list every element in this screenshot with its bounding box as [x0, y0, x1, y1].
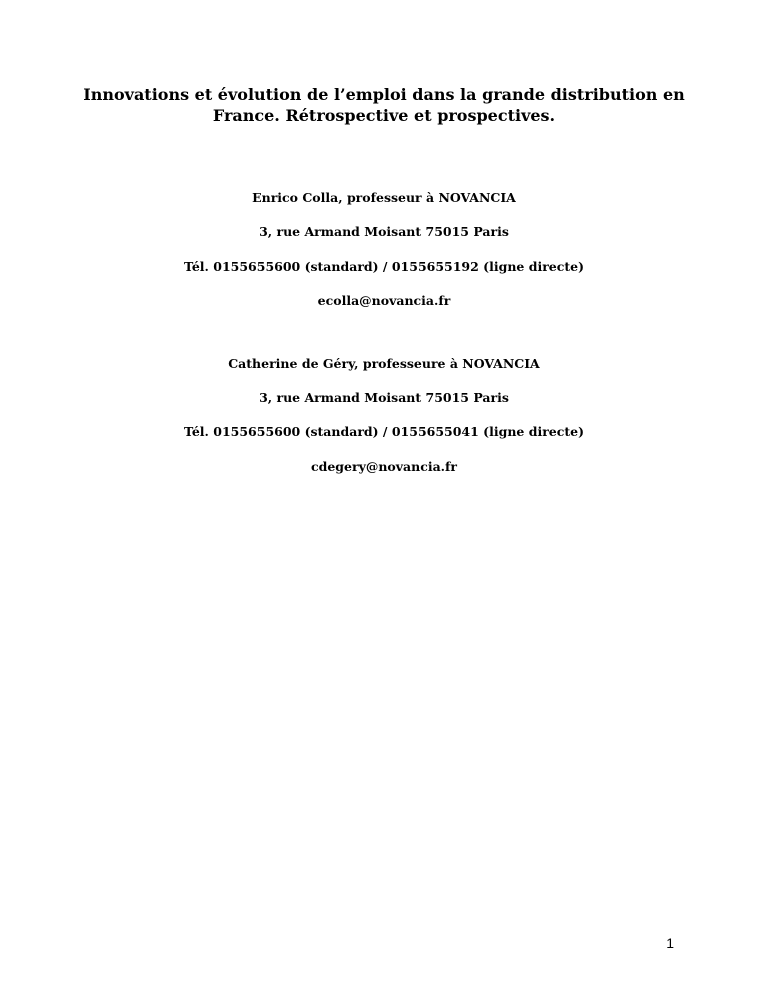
author-1-email: ecolla@novancia.fr — [317, 293, 451, 308]
author-1-name: Enrico Colla, professeur à NOVANCIA — [252, 190, 516, 205]
author-2-email: cdegery@novancia.fr — [311, 459, 457, 474]
title-line-1: Innovations et évolution de l’emploi dans la grande distribution en — [83, 85, 685, 104]
title-line-2: France. Rétrospective et prospectives. — [212, 106, 556, 125]
author-1-address: 3, rue Armand Moisant 75015 Paris — [259, 224, 509, 239]
page-number: 1 — [666, 935, 674, 951]
author-2-phone: Tél. 0155655600 (standard) / 0155655041 (ligne directe) — [183, 424, 584, 439]
author-1-phone: Tél. 0155655600 (standard) / 0155655192 (ligne directe) — [183, 259, 584, 274]
author-2-name: Catherine de Géry, professeure à NOVANCIA — [228, 356, 540, 371]
document-title — [80, 84, 688, 126]
author-2-address: 3, rue Armand Moisant 75015 Paris — [259, 390, 509, 405]
